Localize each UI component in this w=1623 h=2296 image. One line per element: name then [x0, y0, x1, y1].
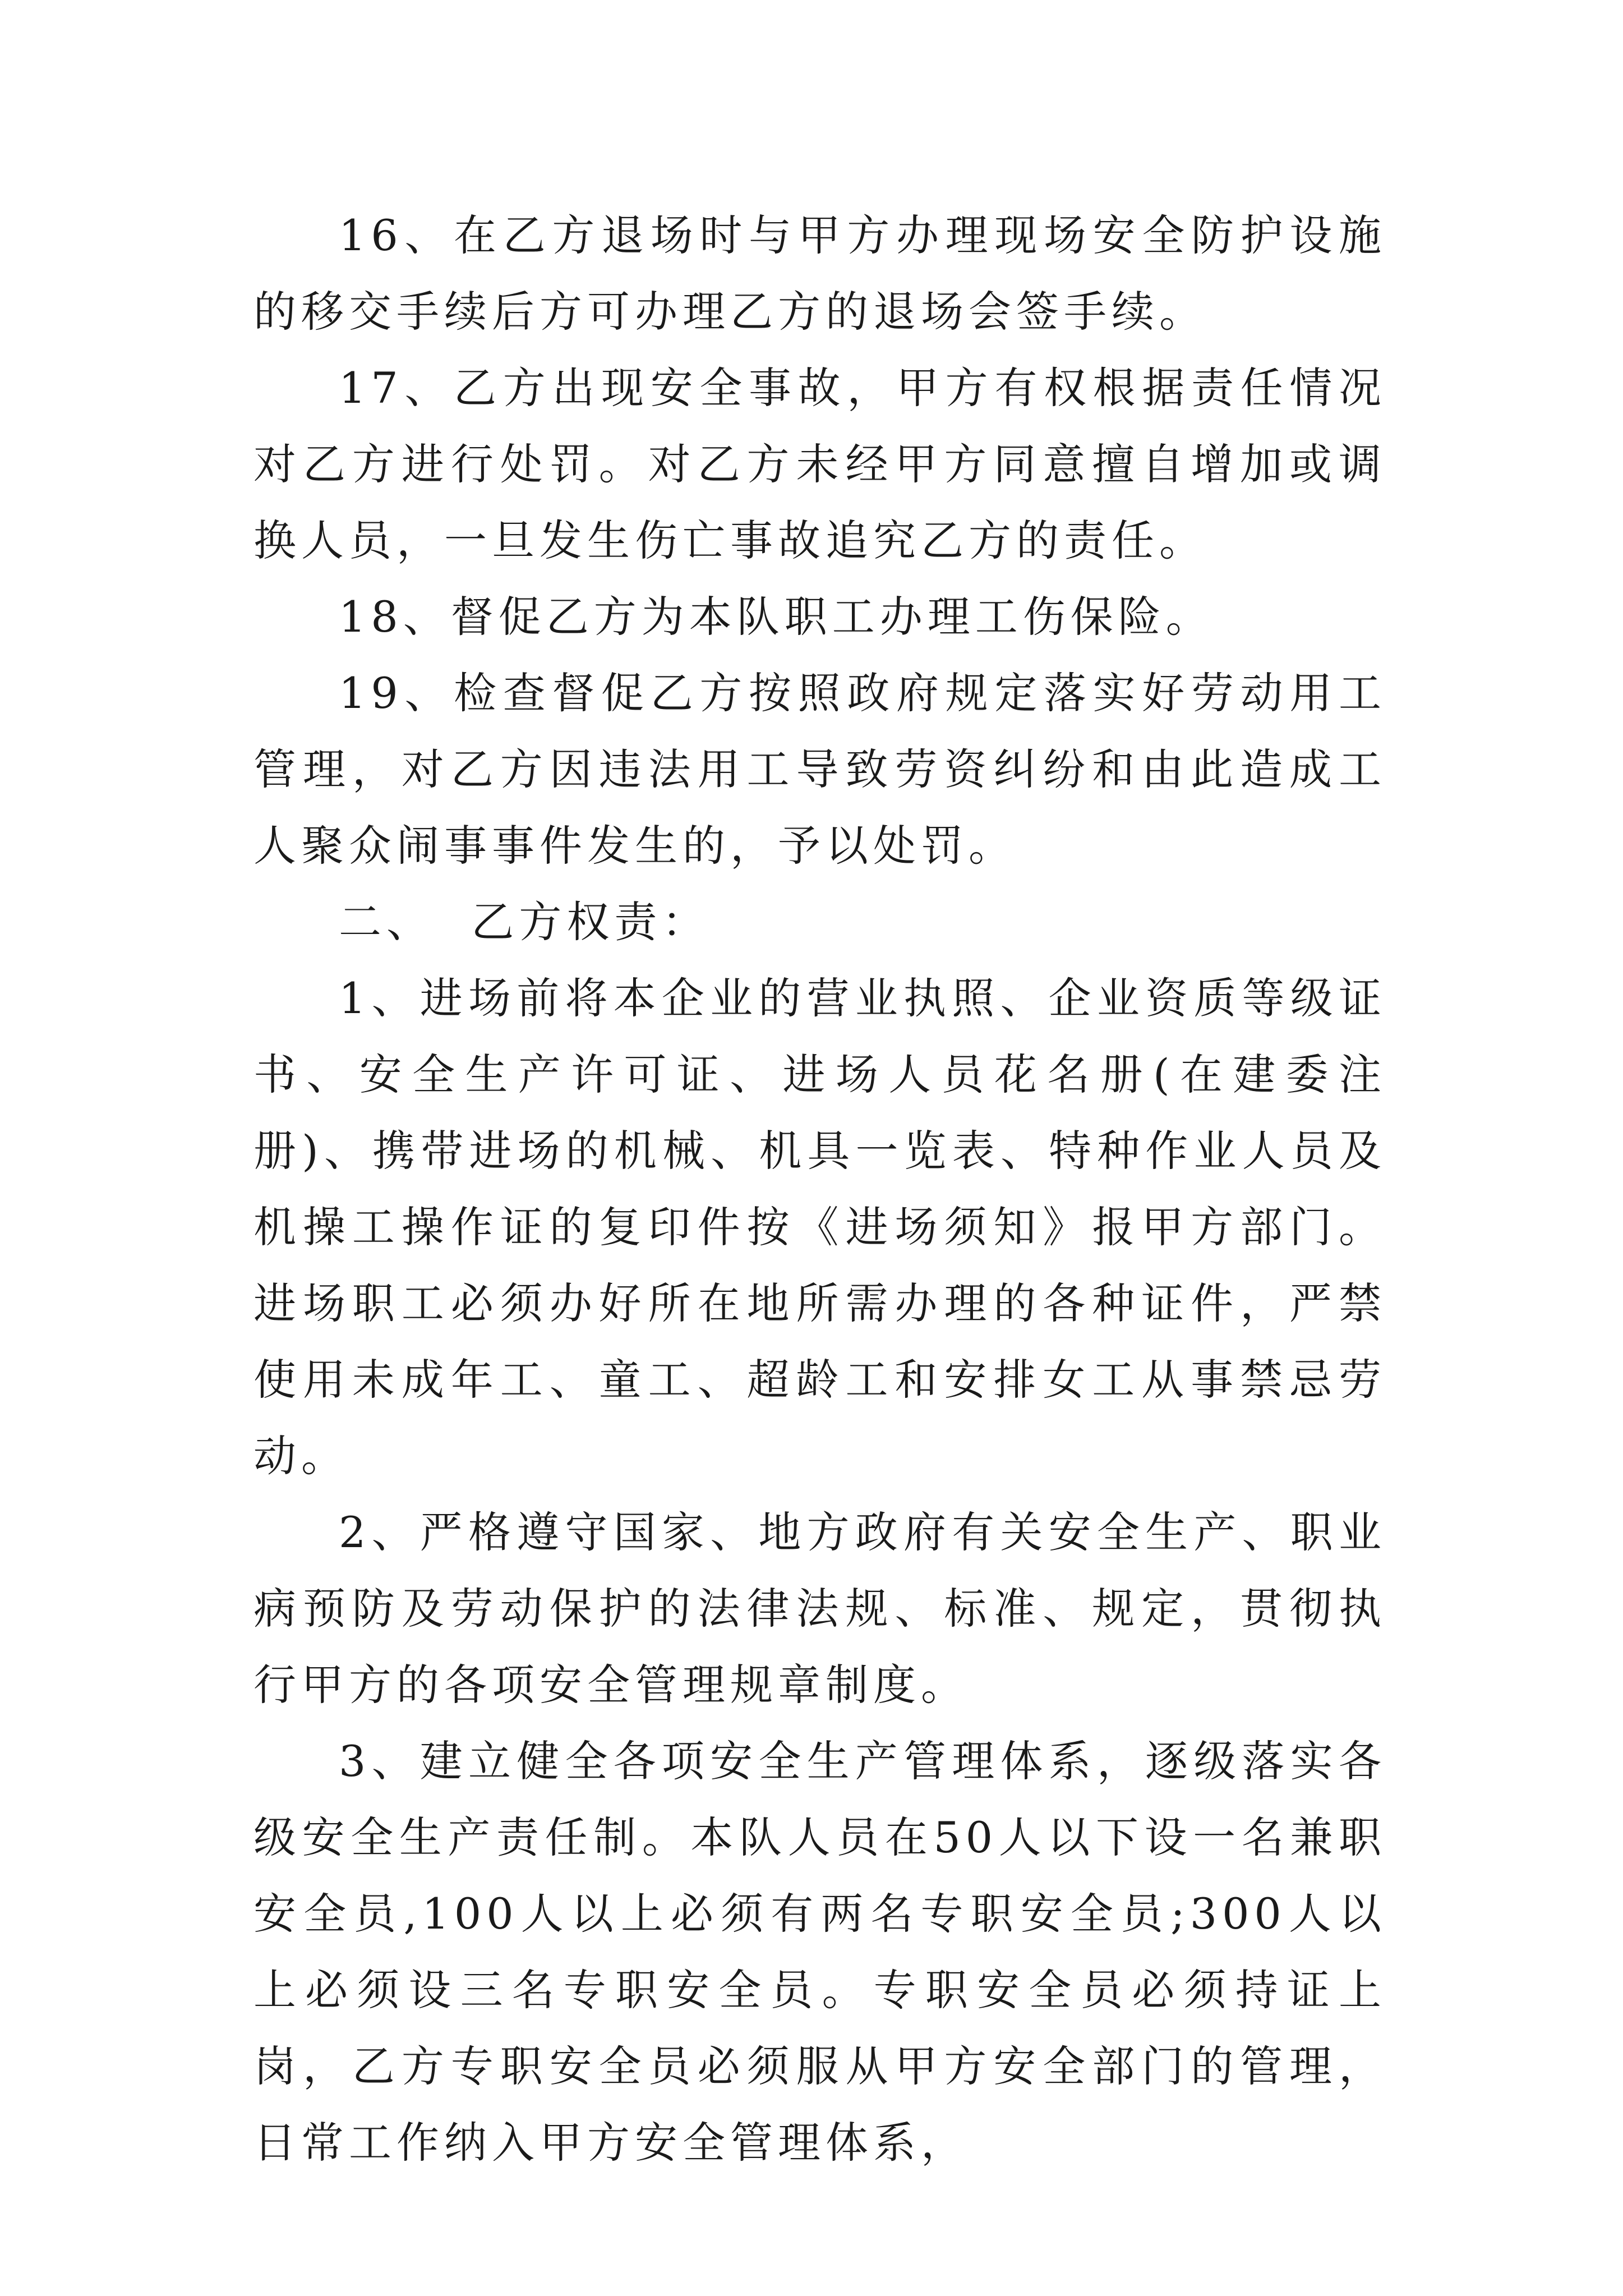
paragraph-b3: 3、建立健全各项安全生产管理体系，逐级落实各级安全生产责任制。本队人员在50人以下设一名兼职安全员,100人以上必须有两名专职安全员;300人以上必须设三名专职安全员。专职安全员必须持证上岗，乙方专职安全员必须服从甲方安全部门的管理，日常工作纳入甲方安全管理体系， [253, 1736, 1386, 2168]
document-body [253, 197, 1386, 2181]
paragraph-19: 19、检查督促乙方按照政府规定落实好劳动用工管理，对乙方因违法用工导致劳资纠纷和由此造成工人聚众闹事事件发生的，予以处罚。 [253, 668, 1386, 871]
paragraph-18: 18、督促乙方为本队职工办理工伤保险。 [339, 592, 1214, 642]
paragraph-17: 17、乙方出现安全事故，甲方有权根据责任情况对乙方进行处罚。对乙方未经甲方同意擅自增加或调换人员，一旦发生伤亡事故追究乙方的责任。 [253, 363, 1386, 565]
section-heading-party-b: 二、 乙方权责： [339, 897, 710, 947]
paragraph-16: 16、在乙方退场时与甲方办理现场安全防护设施的移交手续后方可办理乙方的退场会签手续。 [253, 210, 1386, 337]
paragraph-b1: 1、进场前将本企业的营业执照、企业资质等级证书、安全生产许可证、进场人员花名册(在建委注册)、携带进场的机械、机具一览表、特种作业人员及机操工操作证的复印件按《进场须知》报甲方部门。进场职工必须办好所在地所需办理的各种证件，严禁使用未成年工、童工、超龄工和安排女工从事禁忌劳动。 [253, 973, 1386, 1481]
paragraph-b2: 2、严格遵守国家、地方政府有关安全生产、职业病预防及劳动保护的法律法规、标准、规定，贯彻执行甲方的各项安全管理规章制度。 [253, 1507, 1386, 1710]
